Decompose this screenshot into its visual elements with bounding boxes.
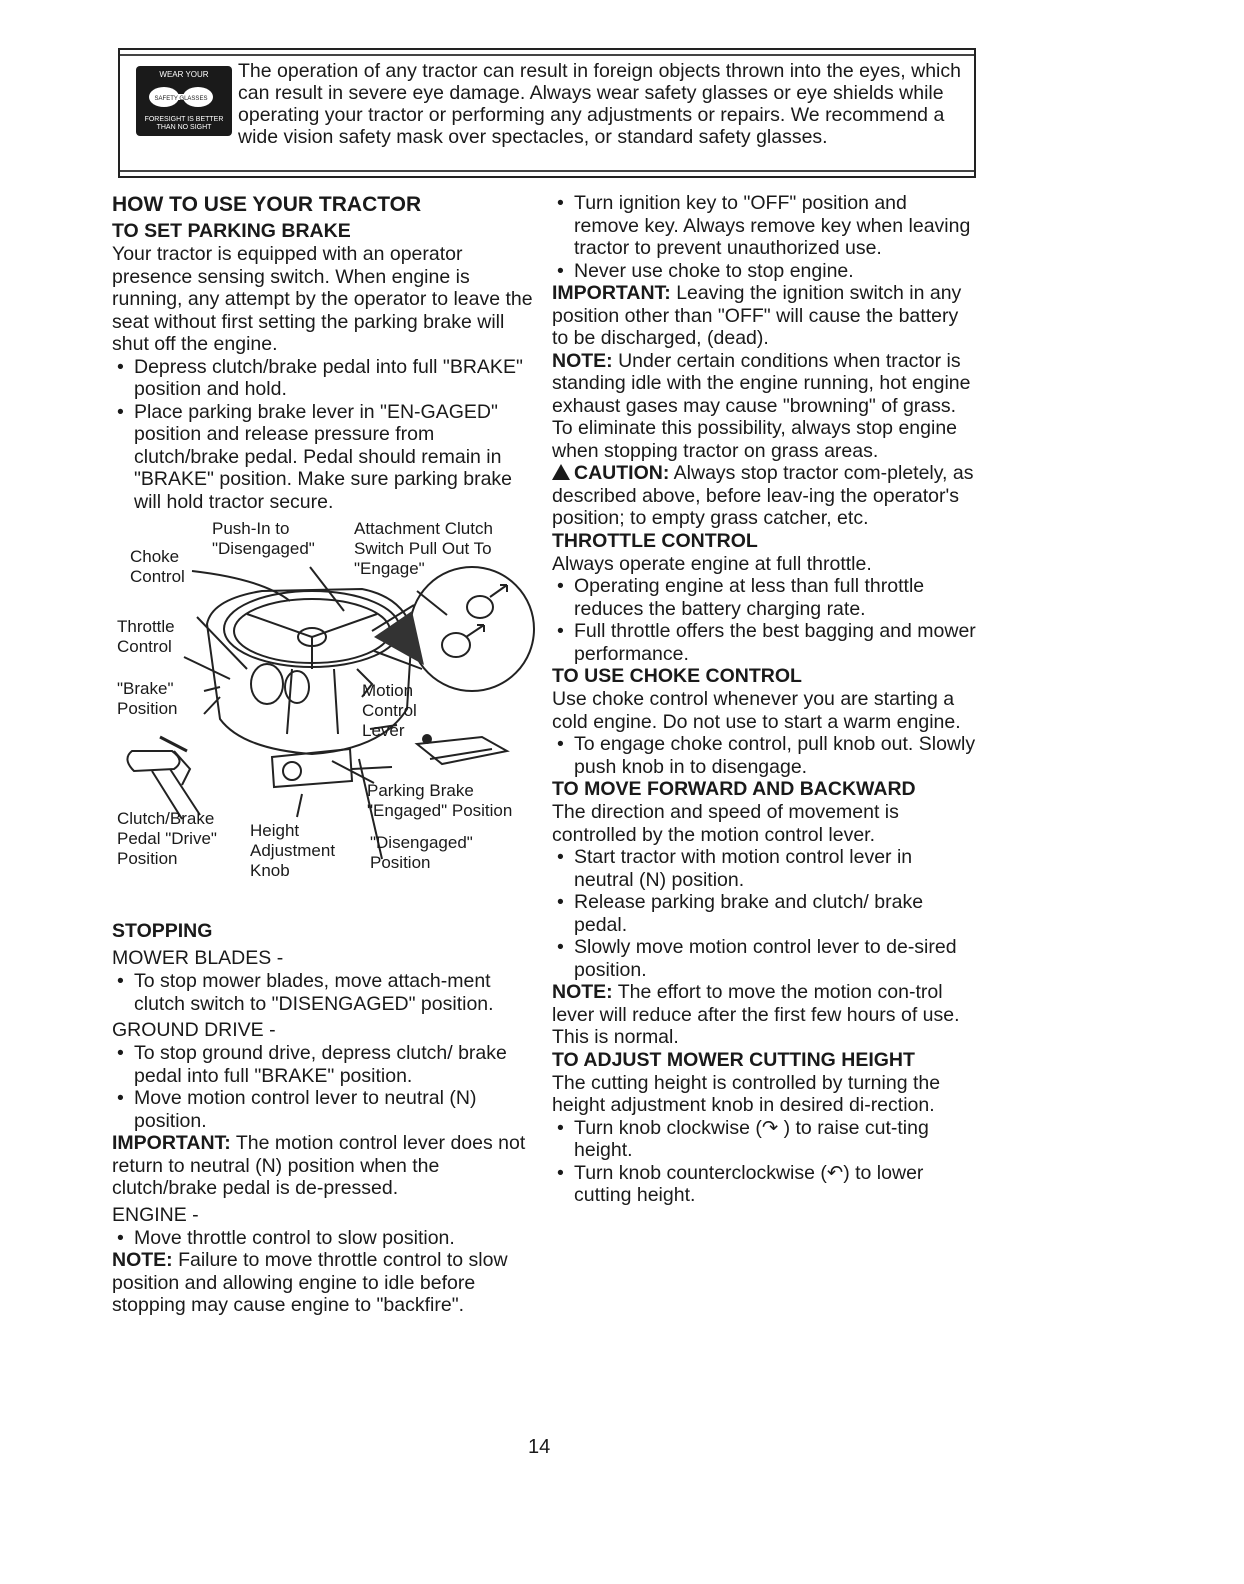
parking-brake-disengaged-label: "Disengaged" Position	[370, 833, 473, 872]
list-item: • Move motion control lever to neutral (N) position.	[112, 1087, 537, 1132]
list-item: • Move throttle control to slow position.	[112, 1227, 537, 1250]
stopping-heading: STOPPING	[112, 920, 213, 942]
push-in-label: Push-In to "Disengaged"	[212, 519, 315, 558]
important-paragraph	[112, 1132, 537, 1200]
attachment-clutch-label: Attachment Clutch Switch Pull Out To "Engage"	[354, 519, 493, 578]
goggles-icon	[146, 84, 216, 110]
throttle-control-label: Throttle Control	[117, 617, 175, 656]
caution-paragraph	[552, 462, 977, 530]
list-item: • Slowly move motion control lever to de-sired position.	[552, 936, 977, 981]
throttle-intro: Always operate engine at full throttle.	[552, 552, 872, 575]
note-text: Failure to move throttle control to slow position and allowing engine to idle before stopping may cause engine to "backfire".	[112, 1249, 508, 1316]
list-item: • Turn ignition key to "OFF" position and remove key. Always remove key when leaving tractor to prevent unauthorized use.	[552, 192, 977, 260]
safety-glasses-icon	[136, 66, 232, 136]
list-item: • Start tractor with motion control lever in neutral (N) position.	[552, 846, 977, 891]
note-label: NOTE:	[112, 1249, 173, 1271]
note-text: The effort to move the motion con-trol lever will reduce after the first few hours of use. This is normal.	[552, 981, 960, 1048]
motion-control-lever-label: Motion Control Lever	[362, 681, 417, 740]
mower-blades-heading: MOWER BLADES -	[112, 947, 284, 969]
clutch-brake-pedal-label: Clutch/Brake Pedal "Drive" Position	[117, 809, 217, 868]
choke-control-label: Choke Control	[130, 547, 185, 586]
note-text: Under certain conditions when tractor is standing idle with the engine running, hot engine exhaust gases may cause "browning" of grass. To eliminate this possibility, always stop engine when stopping tractor on grass areas.	[552, 349, 971, 462]
choke-intro: Use choke control whenever you are starting a cold engine. Do not use to start a warm engine.	[552, 688, 961, 733]
engine-heading: ENGINE -	[112, 1203, 199, 1226]
list-item: • Turn knob counterclockwise (↶) to lower cutting height.	[552, 1162, 977, 1207]
list-item: • Full throttle offers the best bagging and mower performance.	[552, 620, 977, 665]
move-intro: The direction and speed of movement is controlled by the motion control lever.	[552, 801, 899, 846]
list-item: • Operating engine at less than full throttle reduces the battery charging rate.	[552, 575, 977, 620]
warning-icon-bottom-text: FORESIGHT IS BETTER THAN NO SIGHT	[144, 116, 224, 131]
throttle-control-heading: THROTTLE CONTROL	[552, 529, 758, 552]
warning-icon-mid-text: SAFETY GLASSES	[154, 96, 208, 102]
caution-triangle-icon	[552, 464, 570, 480]
important-text: Leaving the ignition switch in any position other than "OFF" will cause the battery to be discharged, (dead).	[552, 282, 962, 349]
note-label: NOTE:	[552, 981, 613, 1003]
list-item: • To stop ground drive, depress clutch/ brake pedal into full "BRAKE" position.	[112, 1042, 537, 1087]
important-paragraph	[552, 282, 977, 350]
list-item: • To engage choke control, pull knob out. Slowly push knob in to disengage.	[552, 733, 977, 778]
section-title: HOW TO USE YOUR TRACTOR	[112, 193, 422, 216]
important-label: IMPORTANT:	[112, 1132, 231, 1154]
tractor-controls-diagram	[112, 519, 537, 914]
brake-position-label: "Brake" Position	[117, 679, 178, 718]
list-item: • Release parking brake and clutch/ brake pedal.	[552, 891, 977, 936]
move-forward-backward-heading: TO MOVE FORWARD AND BACKWARD	[552, 778, 916, 800]
list-item: • Turn knob clockwise (↷ ) to raise cut-ting height.	[552, 1117, 977, 1162]
parking-brake-intro: Your tractor is equipped with an operator presence sensing switch. When engine is running, any attempt by the operator to leave the seat without first setting the parking brake will shut off the engine.	[112, 243, 533, 355]
important-label: IMPORTANT:	[552, 282, 671, 304]
right-column	[552, 192, 977, 1207]
note-label: NOTE:	[552, 349, 613, 372]
parking-brake-engaged-label: Parking Brake "Engaged" Position	[367, 781, 513, 820]
move-note-paragraph	[552, 981, 977, 1049]
page-number: 14	[528, 1436, 551, 1458]
adjust-cutting-height-heading: TO ADJUST MOWER CUTTING HEIGHT	[552, 1048, 915, 1071]
list-item: • Place parking brake lever in "EN-GAGED" position and release pressure from clutch/brake pedal. Pedal should remain in "BRAKE" position. Make sure parking brake will hold tractor secure.	[112, 401, 537, 514]
list-item: • Depress clutch/brake pedal into full "BRAKE" position and hold.	[112, 356, 537, 401]
note-paragraph	[552, 350, 977, 463]
parking-brake-heading: TO SET PARKING BRAKE	[112, 220, 351, 242]
warning-icon-top-text: WEAR YOUR	[159, 70, 209, 79]
list-item: • Never use choke to stop engine.	[552, 260, 977, 283]
safety-warning-box	[118, 48, 976, 178]
important-text: The motion control lever does not return to neutral (N) position when the clutch/brake pedal is de-pressed.	[112, 1132, 526, 1199]
note-paragraph	[112, 1249, 537, 1317]
left-column	[112, 192, 537, 1317]
warning-text: The operation of any tractor can result in foreign objects thrown into the eyes, which can result in severe eye damage. Always wear safety glasses or eye shields while operating your tractor or performing any adjustments or repairs. We recommend a wide vision safety mask over spectacles, or standard safety glasses.	[238, 60, 961, 148]
caution-label: CAUTION:	[574, 462, 670, 484]
height-adjustment-knob-label: Height Adjustment Knob	[250, 821, 336, 880]
ground-drive-heading: GROUND DRIVE -	[112, 1019, 276, 1041]
caution-text: Always stop tractor com-pletely, as described above, before leav-ing the operator's position; to empty grass catcher, etc.	[552, 462, 974, 529]
list-item: • To stop mower blades, move attach-ment clutch switch to "DISENGAGED" position.	[112, 970, 537, 1015]
choke-control-heading: TO USE CHOKE CONTROL	[552, 665, 802, 687]
adjust-intro: The cutting height is controlled by turning the height adjustment knob in desired di-rection.	[552, 1071, 941, 1116]
